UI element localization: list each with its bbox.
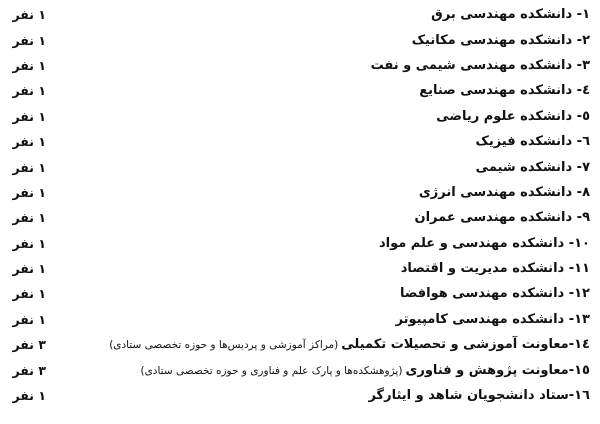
quota-count: ١ نفر <box>12 261 46 277</box>
list-item <box>6 78 590 103</box>
list-item <box>6 231 590 256</box>
unit-name <box>431 7 590 22</box>
quota-count: ١ نفر <box>12 57 46 73</box>
quota-count: ١ نفر <box>12 210 46 226</box>
quota-count: ١ نفر <box>12 311 46 327</box>
unit-label: ١٢- دانشکده مهندسی هوافضا <box>399 286 590 302</box>
unit-name <box>140 363 590 378</box>
quota-count: ٣ نفر <box>12 362 46 378</box>
list-item <box>6 154 590 179</box>
unit-label: ٨- دانشکده مهندسی انرژی <box>418 184 590 200</box>
unit-name <box>400 286 590 301</box>
unit-name <box>109 337 590 352</box>
unit-label: ١٣- دانشکده مهندسی کامپیوتر <box>395 311 590 327</box>
list-item <box>6 307 590 332</box>
unit-label: ١٥-معاونت پژوهش و فناوری <box>405 362 590 378</box>
list-item <box>6 27 590 52</box>
list-item <box>6 357 590 382</box>
unit-name <box>379 236 590 251</box>
unit-name <box>476 160 590 175</box>
list-item <box>6 383 590 408</box>
quota-count: ١ نفر <box>12 108 46 124</box>
unit-label: ٤- دانشکده مهندسی صنایع <box>419 83 590 99</box>
unit-label: ٧- دانشکده شیمی <box>475 159 590 175</box>
quota-count: ١ نفر <box>12 32 46 48</box>
quota-count: ١ نفر <box>12 235 46 251</box>
unit-name <box>396 312 590 327</box>
quota-count: ١ نفر <box>12 134 46 150</box>
list-item <box>6 281 590 306</box>
quota-count: ١ نفر <box>12 388 46 404</box>
quota-count: ١ نفر <box>12 7 46 23</box>
unit-label: ٦- دانشکده فیزیک <box>475 134 590 150</box>
list-item <box>6 205 590 230</box>
unit-label: ٣- دانشکده مهندسی شیمی و نفت <box>370 57 590 73</box>
unit-name <box>436 109 590 124</box>
quota-count: ١ نفر <box>12 83 46 99</box>
unit-label: ٢- دانشکده مهندسی مکانیک <box>411 32 590 48</box>
unit-label: ٩- دانشکده مهندسی عمران <box>414 210 590 226</box>
unit-name <box>412 33 590 48</box>
unit-name <box>368 388 590 403</box>
unit-name <box>414 210 590 225</box>
unit-name <box>371 58 590 73</box>
quota-count: ٣ نفر <box>12 337 46 353</box>
unit-name <box>476 134 590 149</box>
unit-label: ١١- دانشکده مدیریت و اقتصاد <box>400 261 590 277</box>
unit-name <box>419 83 590 98</box>
list-item <box>6 2 590 27</box>
list-item <box>6 53 590 78</box>
list-item <box>6 180 590 205</box>
list-item <box>6 332 590 357</box>
unit-name <box>401 261 590 276</box>
quota-count: ١ نفر <box>12 159 46 175</box>
unit-label: ٥- دانشکده علوم ریاضی <box>436 108 590 124</box>
unit-label: ١٤-معاونت آموزشی و تحصیلات تکمیلی <box>341 337 590 353</box>
unit-label: ١٦-ستاد دانشجویان شاهد و ایثارگر <box>368 388 590 404</box>
unit-label: ١- دانشکده مهندسی برق <box>431 7 590 23</box>
quota-list <box>6 2 590 408</box>
quota-count: ١ نفر <box>12 184 46 200</box>
list-item <box>6 129 590 154</box>
unit-name <box>419 185 590 200</box>
list-item <box>6 256 590 281</box>
list-item <box>6 104 590 129</box>
unit-label: ١٠- دانشکده مهندسی و علم مواد <box>378 235 590 251</box>
unit-note: (مراکز آموزشی و پردیس‌ها و حوزه تخصصی ستادی) <box>109 339 339 352</box>
unit-note: (پژوهشکده‌ها و پارک علم و فناوری و حوزه تخصصی ستادی) <box>140 364 403 377</box>
quota-count: ١ نفر <box>12 286 46 302</box>
